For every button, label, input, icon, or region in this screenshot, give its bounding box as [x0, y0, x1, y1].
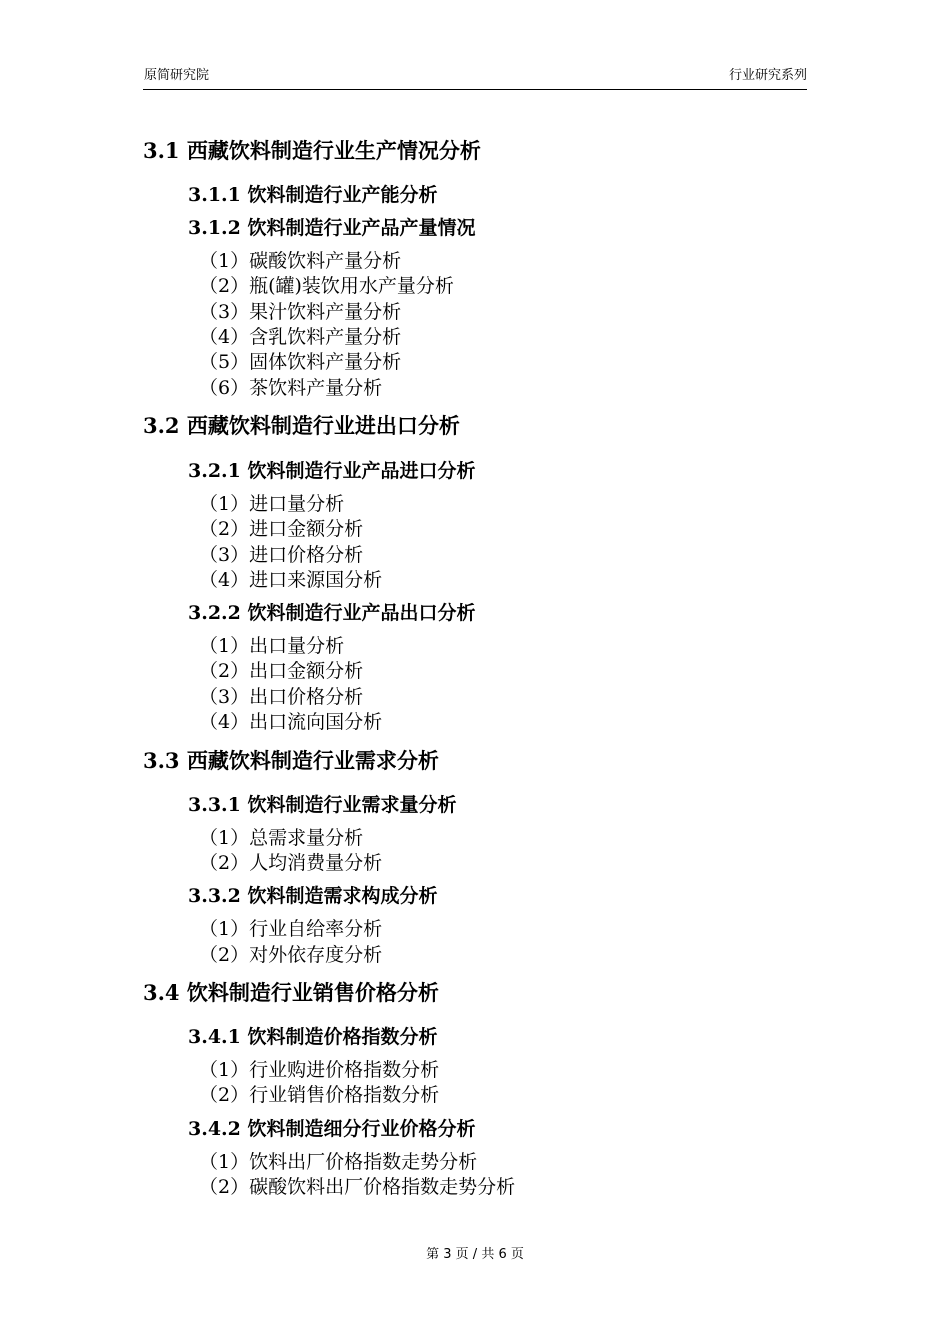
toc-item: （2）进口金额分析 [199, 518, 364, 540]
toc-item: （2）人均消费量分析 [199, 852, 383, 874]
toc-item: （4）含乳饮料产量分析 [199, 326, 402, 348]
toc-item: （4）出口流向国分析 [199, 711, 383, 733]
toc-subsection-heading: 3.1.2 饮料制造行业产品产量情况 [188, 217, 476, 239]
toc-item: （1）饮料出厂价格指数走势分析 [199, 1151, 478, 1173]
toc-section-heading: 3.3 西藏饮料制造行业需求分析 [143, 748, 439, 773]
page-number: 第 3 页 / 共 6 页 [426, 1247, 524, 1262]
toc-item: （1）碳酸饮料产量分析 [199, 250, 402, 272]
toc-section-heading: 3.1 西藏饮料制造行业生产情况分析 [143, 138, 481, 163]
toc-item: （3）出口价格分析 [199, 686, 364, 708]
toc-item: （1）行业购进价格指数分析 [199, 1059, 440, 1081]
toc-subsection-heading: 3.4.2 饮料制造细分行业价格分析 [188, 1118, 476, 1140]
toc-item: （2）碳酸饮料出厂价格指数走势分析 [199, 1176, 516, 1198]
toc-item: （1）出口量分析 [199, 635, 345, 657]
toc-item: （3）果汁饮料产量分析 [199, 301, 402, 323]
toc-item: （1）总需求量分析 [199, 827, 364, 849]
toc-subsection-heading: 3.3.2 饮料制造需求构成分析 [188, 885, 438, 907]
toc-item: （1）进口量分析 [199, 493, 345, 515]
toc-section-heading: 3.2 西藏饮料制造行业进出口分析 [143, 413, 460, 438]
toc-item: （2）行业销售价格指数分析 [199, 1084, 440, 1106]
toc-item: （4）进口来源国分析 [199, 569, 383, 591]
toc-subsection-heading: 3.4.1 饮料制造价格指数分析 [188, 1026, 438, 1048]
toc-section-heading: 3.4 饮料制造行业销售价格分析 [143, 980, 439, 1005]
header-organization: 原简研究院 [144, 68, 210, 83]
header-divider [143, 89, 807, 90]
toc-subsection-heading: 3.3.1 饮料制造行业需求量分析 [188, 794, 457, 816]
toc-item: （2）瓶(罐)装饮用水产量分析 [199, 275, 454, 297]
header-series: 行业研究系列 [728, 68, 807, 83]
toc-item: （1）行业自给率分析 [199, 918, 383, 940]
toc-item: （5）固体饮料产量分析 [199, 351, 402, 373]
toc-item: （2）出口金额分析 [199, 660, 364, 682]
toc-item: （6）茶饮料产量分析 [199, 377, 383, 399]
toc-subsection-heading: 3.2.1 饮料制造行业产品进口分析 [188, 460, 476, 482]
toc-subsection-heading: 3.1.1 饮料制造行业产能分析 [188, 184, 438, 206]
toc-item: （3）进口价格分析 [199, 544, 364, 566]
toc-item: （2）对外依存度分析 [199, 944, 383, 966]
toc-subsection-heading: 3.2.2 饮料制造行业产品出口分析 [188, 602, 476, 624]
